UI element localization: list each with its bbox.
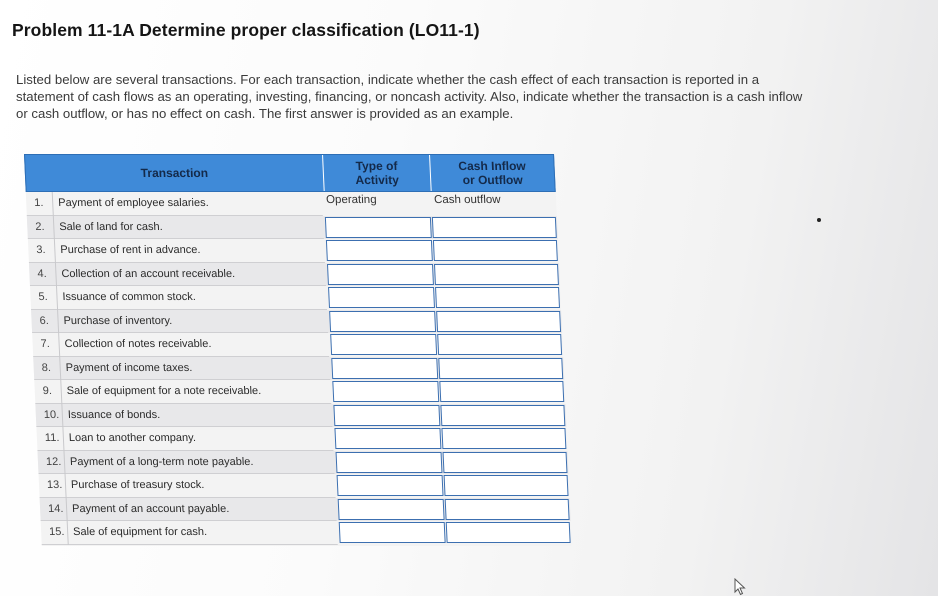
header-cash-line2: or Outflow [462,173,523,187]
row-number: 11. [44,432,60,444]
instructions-line: statement of cash flows as an operating, investing, financing, or noncash activity. Also, indicate whether the transaction is a cash inflow [16,89,803,104]
type-of-activity-field[interactable] [327,242,432,261]
row-number-divider [55,263,57,287]
cash-flow-field[interactable] [433,218,556,237]
row-number-divider [65,474,67,498]
cash-flow-input[interactable] [437,334,562,355]
type-of-activity-field[interactable] [331,336,436,355]
transaction-text: Purchase of treasury stock. [70,479,205,491]
table-row [36,427,567,451]
row-number: 9. [42,385,53,397]
row-number-divider [62,427,64,451]
cash-flow-field[interactable] [446,500,569,519]
cash-flow-field[interactable] [447,524,570,543]
cash-flow-input[interactable] [432,217,557,238]
row-number-divider [60,380,62,404]
row-number-divider [58,333,60,357]
row-divider [42,544,338,545]
table-row [32,333,563,357]
row-number: 1. [33,197,44,209]
type-of-activity-field[interactable] [332,359,437,378]
type-of-activity-input[interactable] [336,452,443,473]
transaction-text: Payment of an account payable. [71,502,230,515]
cash-flow-input[interactable] [434,264,559,285]
row-number-divider [67,521,69,545]
table-row [33,357,564,381]
row-number: 7. [40,338,51,350]
cash-flow-field[interactable] [440,383,563,402]
type-of-activity-input[interactable] [334,428,441,449]
cash-flow-input[interactable] [439,381,564,402]
header-transaction-label: Transaction [140,166,209,180]
header-type-line1: Type of [355,159,398,173]
type-of-activity-field[interactable] [334,406,439,425]
row-number: 3. [36,244,46,256]
type-of-activity-input[interactable] [338,499,445,520]
type-of-activity-input[interactable] [337,475,444,496]
type-of-activity-field[interactable] [328,265,433,284]
type-of-activity-input[interactable] [332,381,439,402]
row-number: 14. [47,502,64,515]
transaction-text: Sale of equipment for a note receivable. [66,385,262,397]
type-of-activity-field[interactable] [326,218,431,237]
type-of-activity-input[interactable] [333,405,440,426]
table-row [35,404,566,428]
table-row [37,451,568,475]
transaction-text: Payment of employee salaries. [57,197,209,209]
cash-flow-field[interactable] [441,406,564,425]
cash-flow-input[interactable] [435,287,560,308]
table-header [24,154,556,192]
cash-flow-input[interactable] [438,358,563,379]
type-of-activity-input[interactable] [328,287,435,308]
type-of-activity-input[interactable] [339,522,446,543]
type-of-activity-field[interactable] [329,289,434,308]
transaction-text: Collection of notes receivable. [64,338,212,350]
type-of-activity-input[interactable] [330,334,437,355]
type-of-activity-input[interactable] [325,217,432,238]
row-number: 8. [41,361,52,374]
cash-flow-input[interactable] [443,452,568,473]
transaction-text: Sale of land for cash. [59,220,163,233]
cash-flow-field[interactable] [445,477,568,496]
type-of-activity-field[interactable] [333,383,438,402]
row-number: 6. [39,314,50,327]
row-number-divider [57,310,59,334]
cash-flow-field[interactable] [434,242,557,261]
header-type-line2: Activity [355,173,400,187]
table-row [40,498,571,522]
table-row [26,192,557,216]
transaction-text: Payment of a long-term note payable. [69,455,254,468]
table-row [27,216,558,240]
type-of-activity-field[interactable] [337,453,442,472]
row-number: 12. [45,455,62,468]
type-of-activity-field[interactable] [336,430,441,449]
transaction-text: Purchase of inventory. [63,314,173,327]
row-number-divider [66,498,68,522]
row-number-divider [56,286,58,310]
row-number-divider [61,404,63,428]
header-cash-line1: Cash Inflow [458,159,527,173]
cash-flow-example: Cash outflow [433,194,501,206]
cash-flow-field[interactable] [436,289,559,308]
table-row [31,310,562,334]
transaction-text: Purchase of rent in advance. [60,244,201,256]
instructions [16,71,938,122]
transaction-text: Sale of equipment for cash. [72,526,208,538]
type-of-activity-input[interactable] [327,264,434,285]
cash-flow-input[interactable] [433,240,558,261]
classification-table [24,154,574,546]
cash-flow-field[interactable] [444,453,567,472]
stray-dot [817,218,821,222]
type-of-activity-field[interactable] [338,477,443,496]
table-row [39,474,570,498]
cash-flow-field[interactable] [435,265,558,284]
table-row [30,286,561,310]
cash-flow-input[interactable] [444,475,569,496]
row-number: 13. [46,479,63,491]
transaction-text: Issuance of bonds. [67,408,161,421]
row-number: 2. [35,220,45,233]
row-number-divider [54,239,56,263]
cash-flow-field[interactable] [439,359,562,378]
table-row [41,521,572,545]
mouse-pointer-icon [734,578,748,596]
cash-flow-field[interactable] [437,312,560,331]
type-of-activity-field[interactable] [339,500,444,519]
type-of-activity-input[interactable] [329,311,436,332]
header-type-of-activity [323,155,431,191]
row-number: 5. [38,291,48,303]
row-number-divider [53,216,55,240]
cash-flow-field[interactable] [443,430,566,449]
cash-flow-input[interactable] [441,428,566,449]
table-row [34,380,565,404]
type-of-activity-input[interactable] [326,240,433,261]
table-row [28,239,559,263]
row-number: 15. [48,526,65,538]
header-transaction [25,155,324,191]
instructions-line: or cash outflow, or has no effect on cash. The first answer is provided as an example. [16,106,514,121]
cash-flow-input[interactable] [445,499,570,520]
type-of-activity-field[interactable] [340,524,445,543]
cash-flow-input[interactable] [446,522,571,543]
type-of-activity-example: Operating [325,194,377,206]
row-number-divider [59,357,61,381]
transaction-text: Loan to another company. [68,432,197,444]
type-of-activity-field[interactable] [330,312,435,331]
type-of-activity-input[interactable] [331,358,438,379]
row-number-divider [63,451,65,475]
cash-flow-input[interactable] [440,405,565,426]
row-number: 4. [37,267,47,280]
transaction-text: Issuance of common stock. [62,291,197,303]
header-cash-flow [430,155,555,191]
transaction-text: Payment of income taxes. [65,361,193,374]
row-number: 10. [43,408,60,421]
instructions-line: Listed below are several transactions. For each transaction, indicate whether the cash effect of each transaction is reported in a [16,72,760,87]
page-title: Problem 11-1A Determine proper classification (LO11-1) [12,20,480,40]
row-number-divider [52,192,54,216]
cash-flow-input[interactable] [436,311,561,332]
table-row [29,263,560,287]
cash-flow-field[interactable] [438,336,561,355]
transaction-text: Collection of an account receivable. [61,267,236,280]
